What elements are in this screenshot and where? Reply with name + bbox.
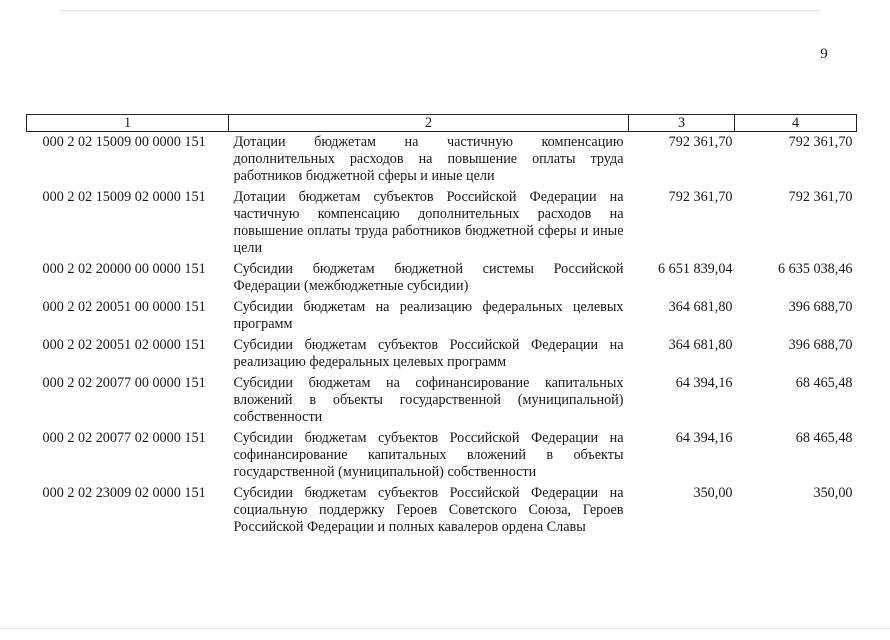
table-row <box>27 483 857 538</box>
item-description: Субсидии бюджетам субъектов Российской Федерации на реализацию федеральных целевых программ <box>233 337 624 370</box>
page-number: 9 <box>820 46 828 62</box>
amount-column-3: 6 651 839,04 <box>658 261 733 277</box>
amount-column-4: 350,00 <box>813 485 853 501</box>
item-description: Дотации бюджетам на частичную компенсацию дополнительных расходов на повышение оплаты труда работников бюджетной сферы и иные цели <box>233 134 624 184</box>
table-row <box>27 373 857 428</box>
amount-column-3: 364 681,80 <box>668 337 733 353</box>
item-description: Субсидии бюджетам бюджетной системы Российской Федерации (межбюджетные субсидии) <box>233 261 624 294</box>
table-row <box>27 132 857 188</box>
budget-code: 000 2 02 15009 02 0000 151 <box>42 189 206 205</box>
amount-column-4: 68 465,48 <box>795 430 853 446</box>
amount-column-4: 396 688,70 <box>788 337 853 353</box>
budget-code: 000 2 02 23009 02 0000 151 <box>42 485 206 501</box>
budget-code: 000 2 02 20077 02 0000 151 <box>42 430 206 446</box>
amount-column-3: 792 361,70 <box>668 189 733 205</box>
item-description: Субсидии бюджетам субъектов Российской Федерации на софинансирование капитальных вложений в объекты государственной (муниципальной) собственности <box>233 430 624 480</box>
amount-column-4: 68 465,48 <box>795 375 853 391</box>
amount-column-4: 792 361,70 <box>788 134 853 150</box>
budget-table <box>26 114 857 538</box>
column-header-2: 2 <box>229 115 629 132</box>
item-description: Субсидии бюджетам на реализацию федеральных целевых программ <box>233 299 624 332</box>
amount-column-4: 396 688,70 <box>788 299 853 315</box>
budget-code: 000 2 02 20000 00 0000 151 <box>42 261 206 277</box>
budget-code: 000 2 02 20051 02 0000 151 <box>42 337 206 353</box>
amount-column-3: 64 394,16 <box>675 430 733 446</box>
amount-column-3: 350,00 <box>693 485 733 501</box>
budget-code: 000 2 02 15009 00 0000 151 <box>42 134 206 150</box>
table-row <box>27 335 857 373</box>
item-description: Субсидии бюджетам субъектов Российской Федерации на социальную поддержку Героев Советского Союза, Героев Российской Федерации и полных кавалеров ордена Славы <box>233 485 624 535</box>
column-header-4: 4 <box>735 115 857 132</box>
budget-code: 000 2 02 20077 00 0000 151 <box>42 375 206 391</box>
table-row <box>27 187 857 259</box>
column-header-3: 3 <box>629 115 735 132</box>
amount-column-3: 792 361,70 <box>668 134 733 150</box>
amount-column-4: 792 361,70 <box>788 189 853 205</box>
scan-edge-bottom <box>0 628 890 629</box>
table-row <box>27 297 857 335</box>
item-description: Дотации бюджетам субъектов Российской Федерации на частичную компенсацию дополнительных расходов на повышение оплаты труда работников бюджетной сферы и иные цели <box>233 189 624 256</box>
item-description: Субсидии бюджетам на софинансирование капитальных вложений в объекты государственной (муниципальной) собственности <box>233 375 624 425</box>
table-row <box>27 259 857 297</box>
table-header-row <box>27 115 857 132</box>
scan-edge-top <box>60 10 820 11</box>
budget-code: 000 2 02 20051 00 0000 151 <box>42 299 206 315</box>
column-header-1: 1 <box>27 115 229 132</box>
amount-column-3: 364 681,80 <box>668 299 733 315</box>
amount-column-4: 6 635 038,46 <box>778 261 853 277</box>
table-row <box>27 428 857 483</box>
amount-column-3: 64 394,16 <box>675 375 733 391</box>
